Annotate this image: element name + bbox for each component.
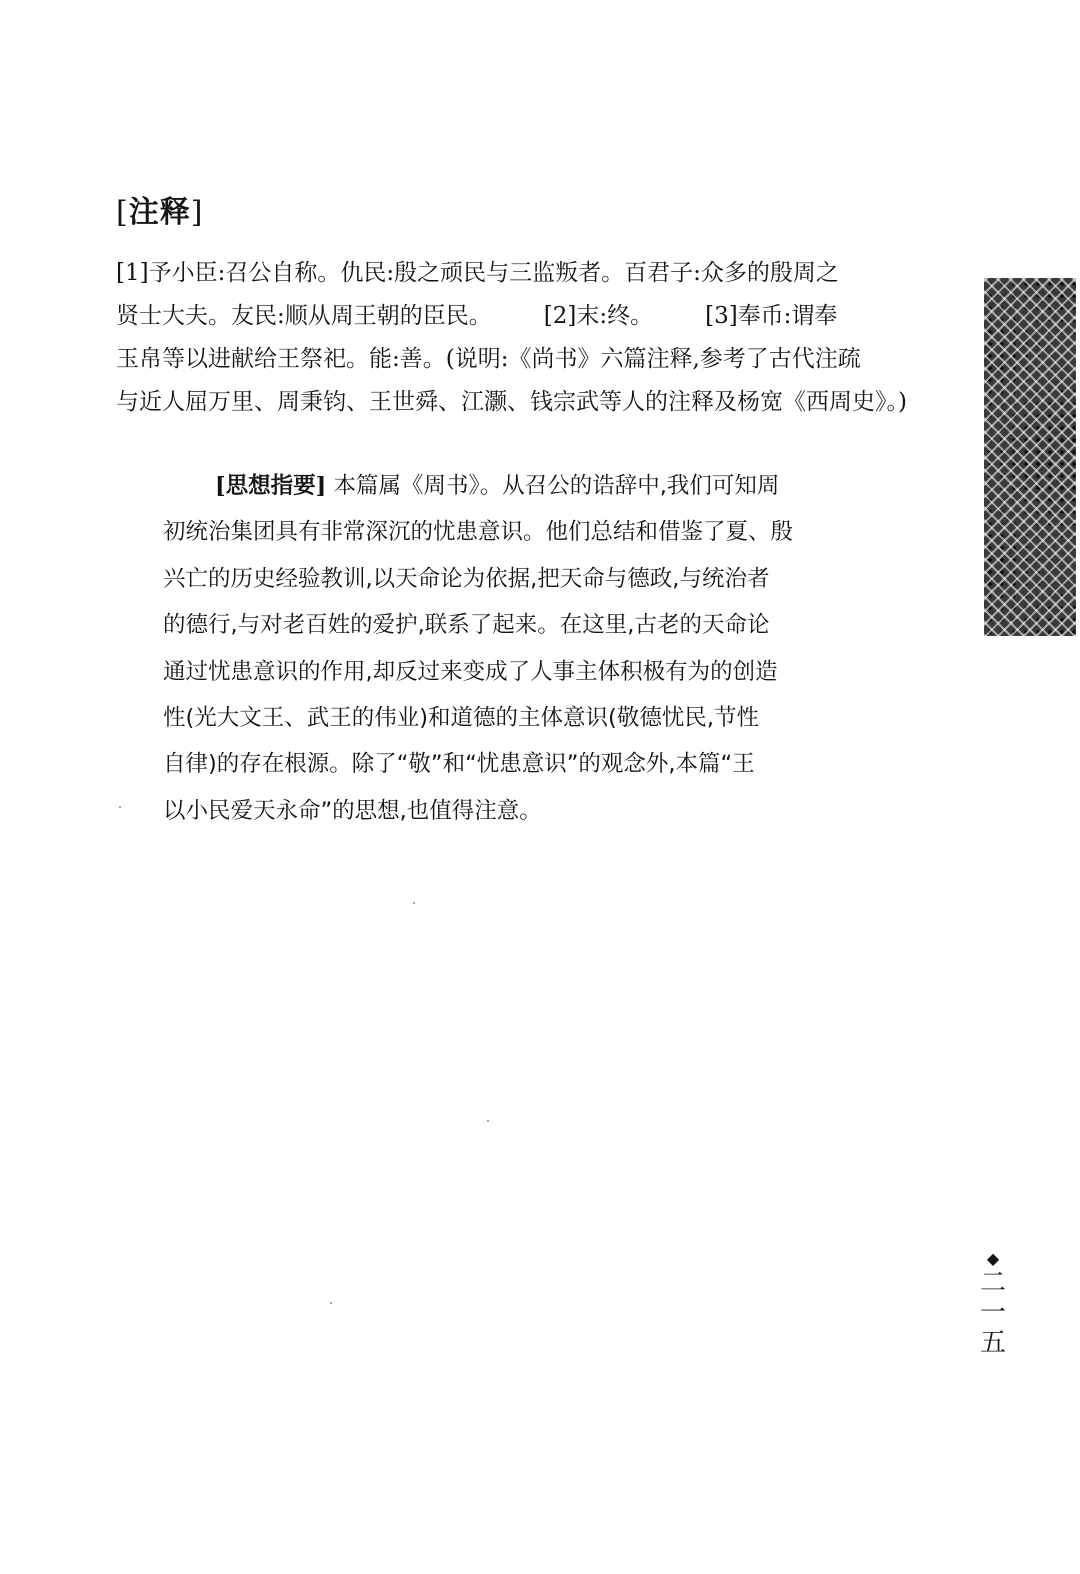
- notes-line: 玉帛等以进献给王祭祀。能:善。(说明:《尚书》六篇注释,参考了古代注疏: [116, 346, 861, 372]
- notes-heading: [116, 193, 203, 233]
- scan-speck: [119, 806, 121, 808]
- notes-line: 与近人屈万里、周秉钧、王世舜、江灏、钱宗武等人的注释及杨宽《西周史》。): [116, 389, 907, 415]
- note-2: [2]末:终。: [543, 303, 654, 329]
- page-number: [975, 1250, 1011, 1358]
- heading-bracket-close: ]: [190, 195, 204, 230]
- scan-speck: [487, 1120, 489, 1122]
- heading-bracket-open: [: [116, 195, 129, 230]
- summary-section: [163, 463, 923, 834]
- summary-line: 通过忧患意识的作用,却反过来变成了人事主体积极有为的创造: [163, 658, 778, 685]
- heading-title: 注释: [128, 195, 191, 230]
- notes-line-text: 贤士大夫。友民:顺从周王朝的臣民。: [116, 303, 492, 329]
- summary-line: 初统治集团具有非常深沉的忧患意识。他们总结和借鉴了夏、殷: [163, 519, 794, 546]
- page-digit: 五: [979, 1328, 1006, 1358]
- page-digit: 一: [979, 1298, 1006, 1328]
- page-digit: 二: [979, 1268, 1006, 1298]
- summary-line: 的德行,与对老百姓的爱护,联系了起来。在这里,古老的天命论: [163, 612, 770, 639]
- summary-line: [163, 463, 923, 509]
- summary-line: 兴亡的历史经验教训,以天命论为依据,把天命与德政,与统治者: [163, 565, 770, 592]
- summary-line: 自律)的存在根源。除了“敬”和“忧患意识”的观念外,本篇“王: [163, 751, 755, 778]
- summary-label: [思想指要]: [215, 473, 327, 499]
- scan-speck: [330, 1302, 332, 1304]
- decorative-side-band: [984, 278, 1076, 636]
- notes-body: [116, 252, 916, 424]
- summary-line: 以小民爱天永命”的思想,也值得注意。: [163, 797, 542, 824]
- summary-line-text: 本篇属《周书》。从召公的诰辞中,我们可知周: [333, 473, 780, 499]
- scan-speck: [413, 902, 415, 904]
- notes-line: [1]予小臣:召公自称。仇民:殷之顽民与三监叛者。百君子:众多的殷周之: [116, 260, 839, 286]
- notes-line: [116, 295, 916, 338]
- note-3: [3]奉币:谓奉: [705, 303, 838, 329]
- summary-line: 性(光大文王、武王的伟业)和道德的主体意识(敬德忧民,节性: [163, 704, 759, 731]
- diamond-icon: ◆: [986, 1249, 1000, 1268]
